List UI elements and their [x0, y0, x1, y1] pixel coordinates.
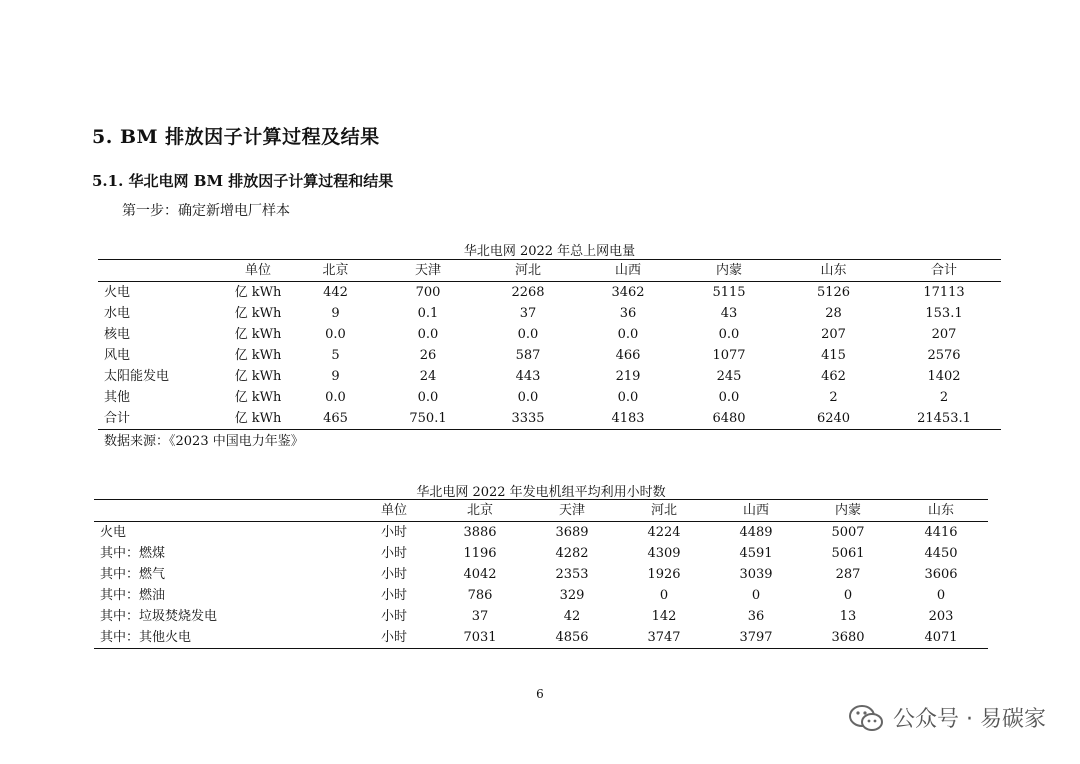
- table-cell: 2: [829, 390, 838, 405]
- table-cell: 4224: [647, 525, 681, 540]
- column-header: [98, 260, 223, 282]
- table-cell: 24: [419, 369, 437, 384]
- table-cell: 小时: [380, 525, 407, 540]
- table-cell: 13: [839, 609, 857, 624]
- table-cell: 245: [716, 369, 742, 384]
- table-cell: 2268: [511, 285, 545, 300]
- table-row: [98, 408, 1001, 430]
- table-cell: 3797: [710, 627, 802, 649]
- column-header: 山东: [894, 500, 988, 522]
- row-label: 其他: [104, 390, 131, 405]
- column-header: 天津: [526, 500, 618, 522]
- table-cell: 5115: [712, 285, 746, 300]
- table-cell: 207: [821, 327, 846, 342]
- table-cell: 小时: [380, 567, 407, 582]
- table-cell: 442: [323, 285, 348, 300]
- page-number: 6: [536, 687, 544, 701]
- table-row: [98, 303, 1001, 324]
- row-label: 其中：其他火电: [94, 627, 354, 649]
- row-label: 水电: [104, 306, 131, 321]
- table-cell: 36: [619, 306, 637, 321]
- table-row: [94, 585, 988, 606]
- table-cell: 6240: [780, 408, 887, 430]
- table-cell: 0: [843, 588, 853, 603]
- row-label: 合计: [98, 408, 223, 430]
- row-label: 其中：垃圾焚烧发电: [100, 609, 218, 624]
- table-cell: 0.0: [325, 327, 346, 342]
- table-cell: 亿 kWh: [234, 327, 282, 342]
- table-cell: 3747: [618, 627, 710, 649]
- table-cell: 亿 kWh: [234, 348, 282, 363]
- table-header-row: [94, 500, 988, 522]
- watermark: [847, 702, 1046, 733]
- column-header: 内蒙: [678, 260, 780, 282]
- table-cell: 3689: [555, 525, 589, 540]
- table-cell: 4591: [739, 546, 773, 561]
- column-header: 北京: [434, 500, 526, 522]
- table-cell: 0.0: [718, 390, 740, 405]
- table-cell: 4183: [578, 408, 678, 430]
- table-cell: 亿 kWh: [234, 306, 282, 321]
- table-cell: 3039: [739, 567, 773, 582]
- table-cell: 4489: [739, 525, 773, 540]
- table-cell: 9: [331, 306, 340, 321]
- subsection-heading: 5.1. 华北电网 BM 排放因子计算过程和结果: [92, 172, 394, 190]
- table-cell: 219: [615, 369, 641, 384]
- row-label: 风电: [104, 348, 131, 363]
- column-header: 北京: [293, 260, 378, 282]
- table-cell: 287: [835, 567, 861, 582]
- row-label: 其中：燃油: [100, 588, 166, 603]
- data-source-note: 数据来源：《2023 中国电力年鉴》: [104, 434, 304, 449]
- table-cell: 3335: [478, 408, 578, 430]
- row-label: 其中：燃气: [100, 567, 166, 582]
- table-row: [98, 345, 1001, 366]
- table-cell: 0.0: [517, 327, 539, 342]
- table-cell: 亿 kWh: [223, 408, 293, 430]
- column-header: 内蒙: [802, 500, 894, 522]
- row-label: 核电: [104, 327, 131, 342]
- table-cell: 4450: [924, 546, 958, 561]
- section-heading: 5. BM 排放因子计算过程及结果: [92, 126, 380, 148]
- row-label: 火电: [100, 525, 127, 540]
- table-cell: 4416: [924, 525, 958, 540]
- table-row: [94, 522, 988, 544]
- table-cell: 小时: [380, 546, 407, 561]
- table-cell: 5061: [831, 546, 865, 561]
- table-cell: 786: [467, 588, 493, 603]
- table-row: [98, 324, 1001, 345]
- table-cell: 小时: [380, 588, 407, 603]
- table-cell: 26: [419, 348, 437, 363]
- row-label: 火电: [104, 285, 131, 300]
- table-cell: 0.0: [617, 327, 639, 342]
- table-row: [94, 627, 988, 649]
- table-cell: 17113: [923, 285, 965, 300]
- table-cell: 0.0: [325, 390, 346, 405]
- table-cell: 9: [331, 369, 340, 384]
- table-cell: 1926: [647, 567, 681, 582]
- column-header: 山东: [780, 260, 887, 282]
- column-header: 山西: [710, 500, 802, 522]
- table-cell: 4042: [463, 567, 497, 582]
- table-cell: 465: [293, 408, 378, 430]
- column-header: 天津: [378, 260, 478, 282]
- table-cell: 3606: [924, 567, 958, 582]
- table-cell: 1077: [712, 348, 746, 363]
- table-cell: 1196: [463, 546, 497, 561]
- table-cell: 0.1: [417, 306, 439, 321]
- table-cell: 4071: [894, 627, 988, 649]
- table-row: [94, 564, 988, 585]
- watermark-text: 公众号 · 易碳家: [893, 707, 1046, 732]
- table-cell: 1402: [927, 369, 961, 384]
- table-row: [94, 606, 988, 627]
- table2-title: 华北电网 2022 年发电机组平均利用小时数: [416, 485, 666, 500]
- table-cell: 466: [615, 348, 641, 363]
- row-label: 其中：燃煤: [100, 546, 166, 561]
- row-label: 太阳能发电: [104, 369, 170, 384]
- table-row: [98, 282, 1001, 304]
- table1-title: 华北电网 2022 年总上网电量: [463, 244, 636, 259]
- table-cell: 153.1: [925, 306, 963, 321]
- table-cell: 2: [939, 390, 949, 405]
- table-cell: 5126: [816, 285, 851, 300]
- table-cell: 42: [563, 609, 581, 624]
- table-cell: 2353: [555, 567, 589, 582]
- table-cell: 37: [519, 306, 537, 321]
- table-row: [94, 543, 988, 564]
- table-cell: 37: [471, 609, 489, 624]
- table-cell: 4856: [526, 627, 618, 649]
- table-cell: 0.0: [417, 327, 439, 342]
- column-header: 合计: [887, 260, 1001, 282]
- table-cell: 3680: [802, 627, 894, 649]
- table-cell: 7031: [434, 627, 526, 649]
- table-cell: 587: [515, 348, 541, 363]
- table-cell: 亿 kWh: [234, 369, 282, 384]
- table-cell: 6480: [678, 408, 780, 430]
- table-cell: 0: [751, 588, 761, 603]
- table-cell: 3462: [611, 285, 645, 300]
- table-cell: 43: [720, 306, 738, 321]
- table-cell: 小时: [354, 627, 434, 649]
- table-cell: 329: [559, 588, 585, 603]
- step-text: 第一步：确定新增电厂样本: [122, 203, 290, 219]
- table-cell: 5: [331, 348, 340, 363]
- table-cell: 小时: [380, 609, 407, 624]
- table-cell: 142: [651, 609, 677, 624]
- table-cell: 0: [659, 588, 669, 603]
- table-cell: 0.0: [617, 390, 639, 405]
- table-row: [98, 366, 1001, 387]
- table-cell: 28: [825, 306, 842, 321]
- column-header: [94, 500, 354, 522]
- table-cell: 0: [936, 588, 946, 603]
- column-header: 河北: [618, 500, 710, 522]
- table-cell: 750.1: [378, 408, 478, 430]
- table-cell: 443: [515, 369, 541, 384]
- table-cell: 462: [821, 369, 846, 384]
- table-cell: 4309: [647, 546, 681, 561]
- column-header: 单位: [354, 500, 434, 522]
- table-header-row: [98, 260, 1001, 282]
- table-cell: 4282: [555, 546, 589, 561]
- table-cell: 415: [821, 348, 846, 363]
- table-cell: 0.0: [718, 327, 740, 342]
- table-cell: 700: [415, 285, 441, 300]
- wechat-icon: [847, 703, 885, 733]
- table-cell: 21453.1: [887, 408, 1001, 430]
- table-cell: 0.0: [517, 390, 539, 405]
- utilization-hours-table: [94, 499, 988, 649]
- column-header: 单位: [223, 260, 293, 282]
- table-cell: 2576: [927, 348, 961, 363]
- table-cell: 36: [747, 609, 765, 624]
- table-cell: 0.0: [417, 390, 439, 405]
- table-cell: 亿 kWh: [234, 390, 282, 405]
- table-cell: 亿 kWh: [234, 285, 282, 300]
- column-header: 河北: [478, 260, 578, 282]
- column-header: 山西: [578, 260, 678, 282]
- table-cell: 5007: [831, 525, 865, 540]
- table-cell: 3886: [463, 525, 497, 540]
- table-cell: 203: [928, 609, 954, 624]
- table-cell: 207: [931, 327, 957, 342]
- table-row: [98, 387, 1001, 408]
- grid-electricity-table: [98, 259, 1001, 430]
